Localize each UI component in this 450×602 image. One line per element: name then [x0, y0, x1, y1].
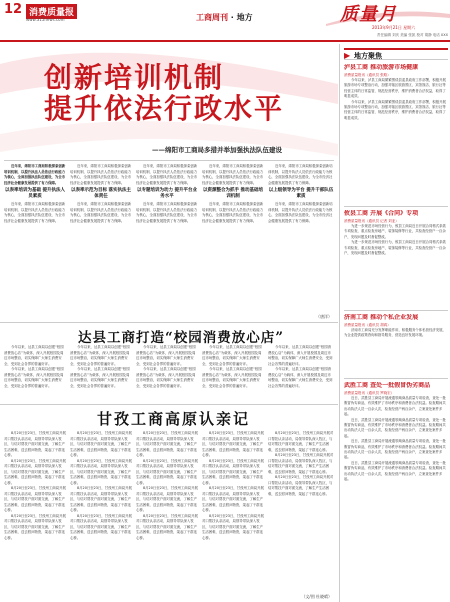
sidebar-article-body: 济南市工商局充分发挥职能作用，积极服务个体私营经济发展，为企业提供政策咨询和指导服务，营造良好发展环境。: [344, 328, 446, 338]
sidebar-article-title: 济南工商 推动个私企业发展: [344, 314, 419, 321]
story3-body: 8月20日至23日，甘孜州工商局开展对口帮扶认亲活动，局领导带队深入牧区，与结对帮扶户面对面交流，了解生产生活困难，送去慰问物资，架起了干群连心桥。: [268, 475, 334, 496]
story3-body: 8月20日至23日，甘孜州工商局开展对口帮扶认亲活动，局领导带队深入牧区，与结对帮扶户面对面交流，了解生产生活困难，送去慰问物资，架起了干群连心桥。: [268, 453, 334, 474]
story2-body: 今年以来，达县工商局以创建“校园消费放心店”为载体，深入开展校园及周边市场整治，切实保障广大师生消费安全，受到社会各界的普遍好评。: [70, 367, 130, 388]
lead-subhead: ——绵阳市工商局多措并举加强执法队伍建设: [152, 146, 282, 154]
arrow-right-icon: ▶: [344, 51, 351, 60]
divider: [344, 378, 448, 379]
sidebar-article-body: 今年以来，泸县工商局紧紧围绕县委县政府工作部署，积极开展旅游市场专项整治行动，加强对辖区旅游景区、宾馆饭店、旅行社等经营主体的日常监管，规范经营秩序，维护消费者合法权益，取得了明显成效。: [344, 99, 446, 120]
story3-author: （文/图 杜晓晴）: [301, 594, 332, 599]
sidebar-article-body: 今年以来，泸县工商局紧紧围绕县委县政府工作部署，积极开展旅游市场专项整治行动，加强对辖区旅游景区、宾馆饭店、旅行社等经营主体的日常监管，规范经营秩序，维护消费者合法权益，取得了明显成效。: [344, 78, 446, 99]
sidebar-article-body: 为进一步规范市场经营行为，攸县工商局近日开展合同格式条款专项检查，重点检查房地产、装饰装修等行业，共检查经营户一百余户，发现问题及时督促整改。: [344, 224, 446, 239]
sidebar-local-focus: [339, 44, 450, 602]
sidebar-article-1: [344, 64, 448, 204]
story-ganzi-visit: [0, 404, 338, 602]
story3-column: [136, 431, 198, 599]
sidebar-article-body: 近日，武胜县工商局开展流通领域商品质量专项检查，查处一批假冒伪劣商品，有效维护了市场秩序和消费者合法权益。检查期间共出动执法人员一百余人次，检查经营户两百余户，立案查处案件多起。: [344, 396, 446, 417]
story3-body: 8月20日至23日，甘孜州工商局开展对口帮扶认亲活动，局领导带队深入牧区，与结对帮扶户面对面交流，了解生产生活困难，送去慰问物资，架起了干群连心桥。: [202, 486, 264, 512]
page-number: 12: [4, 2, 23, 17]
story2-body: 今年以来，达县工商局以创建“校园消费放心店”为载体，深入开展校园及周边市场整治，切实保障广大师生消费安全，受到社会各界的普遍好评。: [70, 345, 130, 366]
masthead: [0, 0, 450, 42]
divider: [4, 160, 334, 161]
story2-body: 今年以来，达县工商局以创建“校园消费放心店”为载体，深入开展校园及周边市场整治，切实保障广大师生消费安全，受到社会各界的普遍好评。: [268, 345, 333, 366]
section-label: 工商周刊 · 地方: [196, 13, 253, 22]
lead-paragraph: 近年来，绵阳市工商局积极探索创新培训机制，以提升执法人员依法行政能力为核心，全面加强执法队伍建设，为全市经济社会健康发展提供了有力保障。: [202, 202, 264, 223]
lead-subtitle-5: 以上级领导为平台 提升干部队伍素质: [268, 188, 334, 199]
sidebar-article-title: 攸县工商 开展《合同》专项: [344, 210, 419, 217]
story3-body: 8月20日至23日，甘孜州工商局开展对口帮扶认亲活动，局领导带队深入牧区，与结对帮扶户面对面交流，了解生产生活困难，送去慰问物资，架起了干群连心桥。: [70, 513, 132, 540]
lead-headline-line1: 创新培训机制: [44, 61, 225, 94]
story2-headline: 达县工商打造“校园消费放心店”: [78, 330, 285, 346]
lead-paragraph: 近年来，绵阳市工商局积极探索创新培训机制，以提升执法人员依法行政能力为核心，全面加强执法队伍建设，为全市经济社会健康发展提供了有力保障。: [202, 164, 264, 185]
story2-column: [70, 345, 132, 403]
story2-body: 今年以来，达县工商局以创建“校园消费放心店”为载体，深入开展校园及周边市场整治，切实保障广大师生消费安全，受到社会各界的普遍好评。: [4, 367, 64, 388]
issue-date: 2013年9月21日 星期六: [372, 25, 416, 30]
section-name: 工商周刊: [196, 13, 228, 22]
story3-column: [70, 431, 132, 599]
lead-headline-line2: 提升依法行政水平: [44, 92, 285, 125]
section-sub: 地方: [236, 13, 253, 22]
story2-body: 今年以来，达县工商局以创建“校园消费放心店”为载体，深入开展校园及周边市场整治，切实保障广大师生消费安全，受到社会各界的普遍好评。: [4, 345, 64, 366]
story2-body: 今年以来，达县工商局以创建“校园消费放心店”为载体，深入开展校园及周边市场整治，切实保障广大师生消费安全，受到社会各界的普遍好评。: [202, 345, 262, 366]
story3-body: 8月20日至23日，甘孜州工商局开展对口帮扶认亲活动，局领导带队深入牧区，与结对帮扶户面对面交流，了解生产生活困难，送去慰问物资，架起了干群连心桥。: [70, 431, 132, 457]
lead-story: [0, 44, 338, 322]
editor-credits: 责任编辑 刘庆 美编 张凯 校对 胡静 电话 XXX: [377, 33, 448, 37]
story-dachuan-campus: [0, 322, 338, 404]
story3-body: 8月20日至23日，甘孜州工商局开展对口帮扶认亲活动，局领导带队深入牧区，与结对帮扶户面对面交流，了解生产生活困难，送去慰问物资，架起了干群连心桥。: [136, 431, 198, 457]
divider: [344, 310, 448, 311]
story3-body: 8月20日至23日，甘孜州工商局开展对口帮扶认亲活动，局领导带队深入牧区，与结对帮扶户面对面交流，了解生产生活困难，送去慰问物资，架起了干群连心桥。: [202, 431, 264, 457]
story3-body: 8月20日至23日，甘孜州工商局开展对口帮扶认亲活动，局领导带队深入牧区，与结对帮扶户面对面交流，了解生产生活困难，送去慰问物资，架起了干群连心桥。: [268, 431, 334, 452]
story3-body: 8月20日至23日，甘孜州工商局开展对口帮扶认亲活动，局领导带队深入牧区，与结对帮扶户面对面交流，了解生产生活困难，送去慰问物资，架起了干群连心桥。: [136, 486, 198, 512]
lead-paragraph: 近年来，绵阳市工商局积极探索创新培训机制，以提升执法人员依法行政能力为核心，全面加强执法队伍建设，为全市经济社会健康发展提供了有力保障。: [70, 164, 132, 185]
sidebar-article-4: [344, 382, 448, 598]
story2-column: [268, 345, 334, 403]
lead-headline: [44, 62, 284, 124]
lead-author: （唐洋）: [316, 314, 332, 319]
story2-body: 今年以来，达县工商局以创建“校园消费放心店”为载体，深入开展校园及周边市场整治，切实保障广大师生消费安全，受到社会各界的普遍好评。: [202, 367, 262, 388]
sidebar-article-body: 为进一步规范市场经营行为，攸县工商局近日开展合同格式条款专项检查，重点检查房地产、装饰装修等行业，共检查经营户一百余户，发现问题及时督促整改。: [344, 240, 446, 256]
sidebar-article-2: [344, 210, 448, 308]
story3-body: 8月20日至23日，甘孜州工商局开展对口帮扶认亲活动，局领导带队深入牧区，与结对帮扶户面对面交流，了解生产生活困难，送去慰问物资，架起了干群连心桥。: [4, 458, 66, 485]
story3-body: 8月20日至23日，甘孜州工商局开展对口帮扶认亲活动，局领导带队深入牧区，与结对帮扶户面对面交流，了解生产生活困难，送去慰问物资，架起了干群连心桥。: [4, 431, 66, 457]
sidebar-article-byline: 消费质量报讯（通讯员 胡鸿）: [344, 323, 391, 327]
lead-subtitle-1: 以表率培训为基础 提升执法人员素质: [4, 188, 66, 199]
story3-body: 8月20日至23日，甘孜州工商局开展对口帮扶认亲活动，局领导带队深入牧区，与结对帮扶户面对面交流，了解生产生活困难，送去慰问物资，架起了干群连心桥。: [136, 458, 198, 485]
story3-column: [202, 431, 264, 599]
lead-column-3: [136, 164, 198, 320]
story3-body: 8月20日至23日，甘孜州工商局开展对口帮扶认亲活动，局领导带队深入牧区，与结对帮扶户面对面交流，了解生产生活困难，送去慰问物资，架起了干群连心桥。: [202, 458, 264, 485]
story2-column: [202, 345, 264, 403]
lead-subtitle-4: 以资源整合为抓手 推动基础培训机制: [202, 188, 264, 199]
sidebar-article-byline: 消费质量报讯（通讯员 记者 刘亚）: [344, 219, 399, 223]
lead-paragraph: 近年来，绵阳市工商局积极探索创新培训机制，以提升执法人员依法行政能力为核心，全面加强执法队伍建设，为全市经济社会健康发展提供了有力保障。: [4, 202, 66, 223]
lead-subtitle-2: 以表率示范为目标 落实执法主体责任: [70, 188, 132, 199]
paper-url: www.315news.com: [26, 17, 65, 22]
sidebar-article-title: 武胜工商 查处一批假冒伪劣商品: [344, 382, 431, 389]
sidebar-article-body: 近日，武胜县工商局开展流通领域商品质量专项检查，查处一批假冒伪劣商品，有效维护了市场秩序和消费者合法权益。检查期间共出动执法人员一百余人次，检查经营户两百余户，立案查处案件多起。: [344, 417, 446, 438]
lead-paragraph: 近年来，绵阳市工商局积极探索创新培训机制，以提升执法人员依法行政能力为核心，全面加强执法队伍建设，为全市经济社会健康发展提供了有力保障。: [268, 164, 333, 185]
story3-headline: 甘孜工商高原认亲记: [97, 410, 251, 428]
divider: [344, 206, 448, 207]
sidebar-header-label: 地方聚焦: [354, 52, 382, 60]
story2-body: 今年以来，达县工商局以创建“校园消费放心店”为载体，深入开展校园及周边市场整治，切实保障广大师生消费安全，受到社会各界的普遍好评。: [136, 367, 196, 388]
story3-body: 8月20日至23日，甘孜州工商局开展对口帮扶认亲活动，局领导带队深入牧区，与结对帮扶户面对面交流，了解生产生活困难，送去慰问物资，架起了干群连心桥。: [4, 486, 66, 512]
sidebar-article-byline: 消费质量报讯（通讯员 罗晓宏）: [344, 391, 395, 395]
lead-column-2: [70, 164, 132, 320]
sidebar-article-body: 近日，武胜县工商局开展流通领域商品质量专项检查，查处一批假冒伪劣商品，有效维护了市场秩序和消费者合法权益。检查期间共出动执法人员一百余人次，检查经营户两百余户，立案查处案件多起。: [344, 460, 446, 482]
story3-body: 8月20日至23日，甘孜州工商局开展对口帮扶认亲活动，局领导带队深入牧区，与结对帮扶户面对面交流，了解生产生活困难，送去慰问物资，架起了干群连心桥。: [70, 458, 132, 485]
sidebar-article-3: [344, 314, 448, 376]
sidebar-article-title: 泸县工商 推动旅游市场健康: [344, 64, 419, 71]
story3-column: [268, 431, 334, 591]
story2-column: [4, 345, 66, 403]
lead-paragraph: 近年来，绵阳市工商局积极探索创新培训机制，以提升执法人员依法行政能力为核心，全面加强执法队伍建设，为全市经济社会健康发展提供了有力保障。: [136, 202, 198, 223]
lead-paragraph: 近年来，绵阳市工商局积极探索创新培训机制，以提升执法人员依法行政能力为核心，全面加强执法队伍建设，为全市经济社会健康发展提供了有力保障。: [70, 202, 132, 223]
story3-column: [4, 431, 66, 599]
story3-body: 8月20日至23日，甘孜州工商局开展对口帮扶认亲活动，局领导带队深入牧区，与结对帮扶户面对面交流，了解生产生活困难，送去慰问物资，架起了干群连心桥。: [202, 513, 264, 540]
story2-body: 今年以来，达县工商局以创建“校园消费放心店”为载体，深入开展校园及周边市场整治，切实保障广大师生消费安全，受到社会各界的普遍好评。: [268, 367, 333, 388]
lead-paragraph: 近年来，绵阳市工商局积极探索创新培训机制，以提升执法人员依法行政能力为核心，全面加强执法队伍建设，为全市经济社会健康发展提供了有力保障。: [268, 202, 333, 223]
story3-body: 8月20日至23日，甘孜州工商局开展对口帮扶认亲活动，局领导带队深入牧区，与结对帮扶户面对面交流，了解生产生活困难，送去慰问物资，架起了干群连心桥。: [4, 513, 66, 540]
brand-title: 质量月: [340, 4, 397, 25]
sidebar-header: [344, 48, 448, 60]
story3-body: 8月20日至23日，甘孜州工商局开展对口帮扶认亲活动，局领导带队深入牧区，与结对帮扶户面对面交流，了解生产生活困难，送去慰问物资，架起了干群连心桥。: [136, 513, 198, 540]
sidebar-article-byline: 消费质量报讯（通讯员 张路）: [344, 73, 391, 77]
lead-subtitle-3: 以专题培训为动力 提升平台业务水平: [136, 188, 198, 199]
lead-column-5: [268, 164, 334, 314]
lead-column-4: [202, 164, 264, 320]
story3-body: 8月20日至23日，甘孜州工商局开展对口帮扶认亲活动，局领导带队深入牧区，与结对帮扶户面对面交流，了解生产生活困难，送去慰问物资，架起了干群连心桥。: [70, 486, 132, 512]
story2-body: 今年以来，达县工商局以创建“校园消费放心店”为载体，深入开展校园及周边市场整治，切实保障广大师生消费安全，受到社会各界的普遍好评。: [136, 345, 196, 366]
paper-name: 消费质量报: [26, 4, 77, 19]
lead-paragraph: 近年来，绵阳市工商局积极探索创新培训机制，以提升执法人员依法行政能力为核心，全面加强执法队伍建设，为全市经济社会健康发展提供了有力保障。: [136, 164, 198, 185]
lead-column-1: [4, 164, 66, 320]
lead-intro: 近年来，绵阳市工商局积极探索创新培训机制，以提升执法人员依法行政能力为核心，全面加强执法队伍建设，为全市经济社会健康发展提供了有力保障。: [4, 164, 66, 185]
story2-column: [136, 345, 198, 403]
sidebar-article-body: 近日，武胜县工商局开展流通领域商品质量专项检查，查处一批假冒伪劣商品，有效维护了市场秩序和消费者合法权益。检查期间共出动执法人员一百余人次，检查经营户两百余户，立案查处案件多起。: [344, 439, 446, 460]
